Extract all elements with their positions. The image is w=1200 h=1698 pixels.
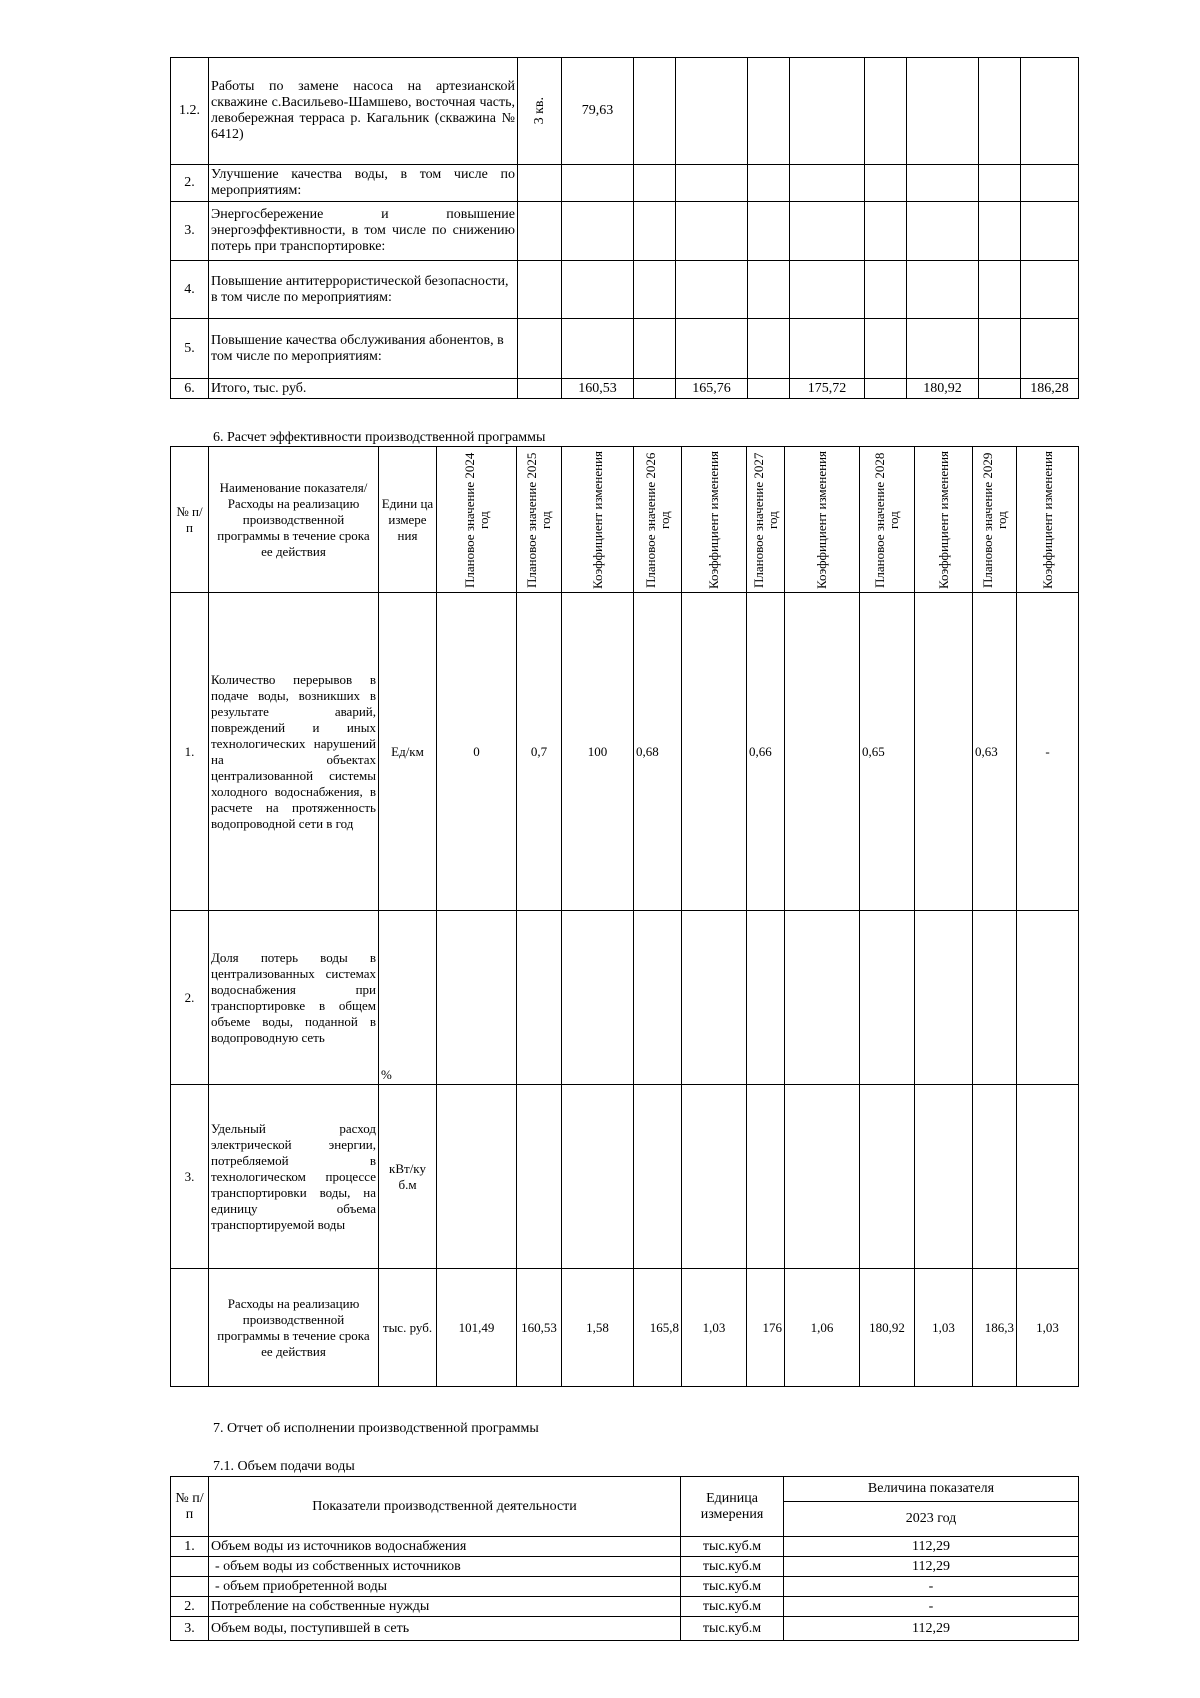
col-header-plan-2024: Плановое значение 2024 год (461, 451, 491, 588)
col-header-unit: Едини ца измере ния (379, 447, 437, 593)
col-header-coef: Коэффициент изменения (589, 450, 605, 589)
value-cell: 1,03 (915, 1269, 973, 1387)
row-number: 3. (171, 202, 209, 261)
value-cell: 0,68 (634, 593, 682, 911)
value-cell: 79,63 (562, 58, 634, 165)
measure-name: Энергосбережение и повышение энергоэффективности, в том числе по снижению потерь при транспортировке: (209, 202, 518, 261)
indicator-name: - объем приобретенной воды (209, 1577, 681, 1597)
value-cell: 1,03 (682, 1269, 747, 1387)
table-row (171, 1577, 1079, 1597)
table-row (171, 319, 1079, 379)
value-cell: 165,8 (634, 1269, 682, 1387)
measure-name: Итого, тыс. руб. (209, 379, 518, 399)
total-value: 175,72 (790, 379, 865, 399)
table-row (171, 1557, 1079, 1577)
section-6-title: 6. Расчет эффективности производственной программы (213, 430, 546, 445)
col-header-plan-2028: Плановое значение 2028 год (872, 451, 901, 588)
total-value: 160,53 (562, 379, 634, 399)
measure-name: Повышение качества обслуживания абонентов, в том числе по мероприятиям: (209, 319, 518, 379)
value-cell: 0 (437, 593, 517, 911)
row-number (171, 1577, 209, 1597)
section-7-1-title: 7.1. Объем подачи воды (213, 1459, 355, 1474)
unit-cell: тыс. руб. (379, 1269, 437, 1387)
col-header-name: Показатели производственной деятельности (209, 1477, 681, 1537)
indicator-name: Удельный расход электрической энергии, потребляемой в технологическом процессе транспортировки воды, на единицу объема транспортируемой воды (209, 1085, 379, 1269)
unit-cell: тыс.куб.м (681, 1577, 784, 1597)
col-header-plan-2027: Плановое значение 2027 год (750, 451, 780, 588)
value-cell: 0,66 (747, 593, 785, 911)
value-cell (785, 593, 860, 911)
col-header-num: № п/п (171, 447, 209, 593)
table-row (171, 379, 1079, 399)
value-cell: 176 (747, 1269, 785, 1387)
indicator-name: Расходы на реализацию производственной программы в течение срока ее действия (209, 1269, 379, 1387)
indicator-name: Количество перерывов в подаче воды, возникших в результате аварий, повреждений и иных технологических нарушений на объектах централизованной системы холодного водоснабжения, в расчете на протяженность водопроводной сети в год (209, 593, 379, 911)
row-number: 1. (171, 1537, 209, 1557)
efficiency-table (170, 446, 1079, 1387)
table-row (171, 1617, 1079, 1641)
row-number (171, 1269, 209, 1387)
table-row (171, 165, 1079, 202)
col-header-coef: Коэффициент изменения (814, 450, 829, 589)
indicator-name: - объем воды из собственных источников (209, 1557, 681, 1577)
col-header-name: Наименование показателя/Расходы на реализацию производственной программы в течение срока ее действия (209, 447, 379, 593)
unit-cell: кВт/ку б.м (379, 1085, 437, 1269)
value-cell: 112,29 (784, 1617, 1079, 1641)
row-number: 2. (171, 165, 209, 202)
col-header-plan-2025: Плановое значение 2025 год (524, 451, 553, 588)
value-cell: 0,65 (860, 593, 915, 911)
value-cell: 112,29 (784, 1557, 1079, 1577)
value-cell (682, 593, 747, 911)
measure-name: Улучшение качества воды, в том числе по мероприятиям: (209, 165, 518, 202)
table-row (171, 1085, 1079, 1269)
value-cell: 112,29 (784, 1537, 1079, 1557)
measure-name: Работы по замене насоса на артезианской скважине с.Васильево-Шамшево, восточная часть, левобережная терраса р. Кагальник (скважина № 6412) (209, 58, 518, 165)
value-cell: 1,03 (1017, 1269, 1079, 1387)
row-number (171, 1557, 209, 1577)
table-row (171, 1269, 1079, 1387)
row-number: 2. (171, 911, 209, 1085)
total-value: 165,76 (676, 379, 748, 399)
unit-cell: Ед/км (379, 593, 437, 911)
col-header-value: Величина показателя (784, 1477, 1079, 1502)
measure-name: Повышение антитеррористической безопасности, в том числе по мероприятиям: (209, 261, 518, 319)
value-cell: - (1017, 593, 1079, 911)
value-cell: 0,7 (517, 593, 562, 911)
table-row (171, 58, 1079, 165)
value-cell: 100 (562, 593, 634, 911)
section-7-title: 7. Отчет об исполнении производственной программы (213, 1421, 539, 1436)
row-number: 5. (171, 319, 209, 379)
unit-cell: % (379, 911, 437, 1085)
total-value: 180,92 (907, 379, 979, 399)
period-cell: 3 кв. (531, 97, 547, 125)
row-number: 2. (171, 1597, 209, 1617)
measures-table (170, 57, 1079, 399)
indicator-name: Доля потерь воды в централизованных системах водоснабжения при транспортировке в общем объеме воды, поданной в водопроводную сеть (209, 911, 379, 1085)
header-row (171, 1477, 1079, 1502)
col-header-plan-2029: Плановое значение 2029 год (979, 451, 1009, 588)
row-number: 4. (171, 261, 209, 319)
value-cell: - (784, 1597, 1079, 1617)
row-number: 1. (171, 593, 209, 911)
value-cell: 186,3 (973, 1269, 1017, 1387)
water-supply-table (170, 1476, 1079, 1641)
indicator-name: Потребление на собственные нужды (209, 1597, 681, 1617)
table-row (171, 1597, 1079, 1617)
col-header-plan-2026: Плановое значение 2026 год (642, 451, 672, 588)
value-cell: 101,49 (437, 1269, 517, 1387)
value-cell: 1,58 (562, 1269, 634, 1387)
col-header-unit: Единица измерения (681, 1477, 784, 1537)
indicator-name: Объем воды из источников водоснабжения (209, 1537, 681, 1557)
value-cell: 160,53 (517, 1269, 562, 1387)
row-number: 6. (171, 379, 209, 399)
table-row (171, 202, 1079, 261)
table-row (171, 1537, 1079, 1557)
value-cell (915, 593, 973, 911)
col-header-coef: Коэффициент изменения (935, 450, 951, 589)
value-cell: - (784, 1577, 1079, 1597)
value-cell: 180,92 (860, 1269, 915, 1387)
row-number: 3. (171, 1085, 209, 1269)
col-header-coef: Коэффициент изменения (706, 450, 721, 589)
header-row (171, 447, 1079, 593)
unit-cell: тыс.куб.м (681, 1537, 784, 1557)
row-number: 3. (171, 1617, 209, 1641)
row-number: 1.2. (171, 58, 209, 165)
table-row (171, 911, 1079, 1085)
col-header-coef: Коэффициент изменения (1039, 450, 1055, 589)
table-row (171, 261, 1079, 319)
indicator-name: Объем воды, поступившей в сеть (209, 1617, 681, 1641)
value-cell: 0,63 (973, 593, 1017, 911)
unit-cell: тыс.куб.м (681, 1597, 784, 1617)
table-row (171, 593, 1079, 911)
total-value: 186,28 (1021, 379, 1079, 399)
col-header-year: 2023 год (784, 1502, 1079, 1537)
unit-cell: тыс.куб.м (681, 1557, 784, 1577)
unit-cell: тыс.куб.м (681, 1617, 784, 1641)
value-cell: 1,06 (785, 1269, 860, 1387)
col-header-num: № п/п (171, 1477, 209, 1537)
